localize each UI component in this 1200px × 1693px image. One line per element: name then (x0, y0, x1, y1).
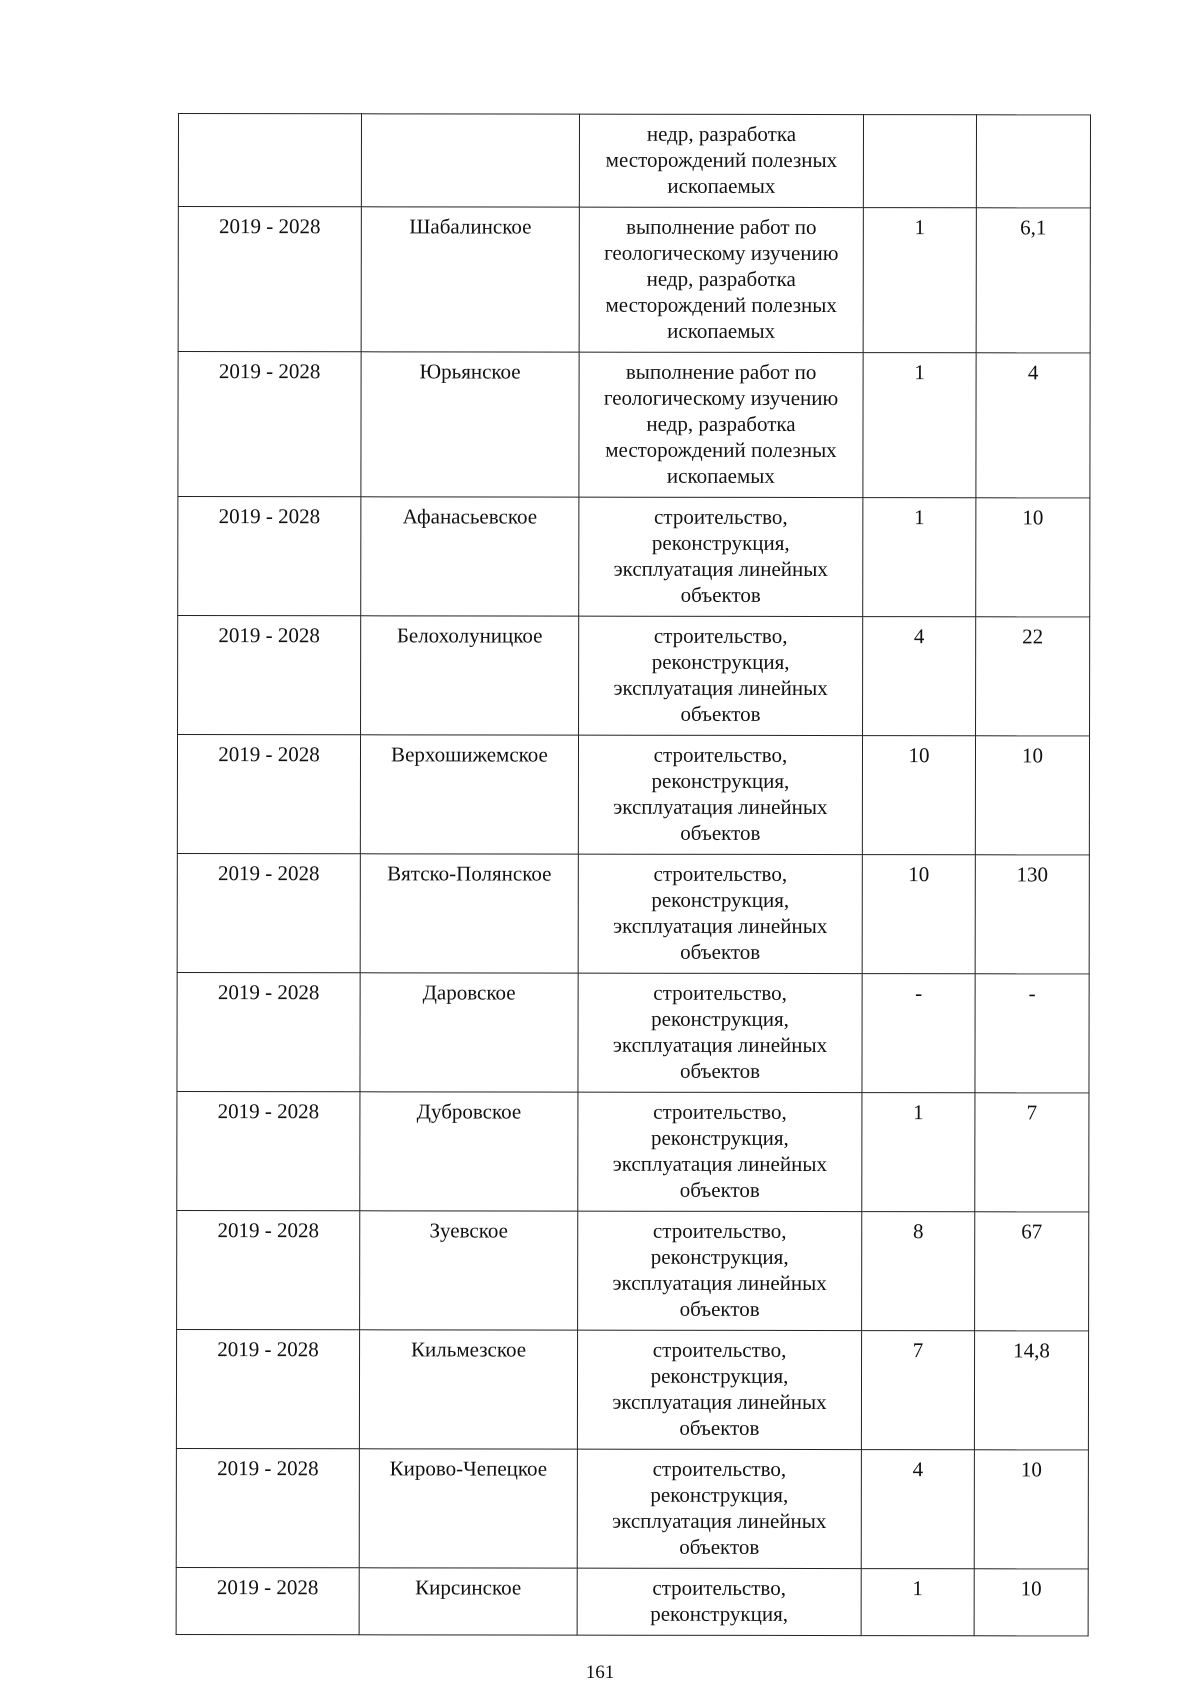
purpose-cell: строительство, реконструкция, эксплуатация линейных объектов (578, 1092, 862, 1211)
table-row (176, 1448, 1088, 1568)
count-cell (863, 115, 976, 208)
count-cell: - (862, 974, 975, 1093)
table-row (177, 1091, 1089, 1211)
period-cell: 2019 - 2028 (177, 1210, 360, 1329)
name-cell: Вятско-Полянское (360, 854, 578, 973)
table-row (178, 207, 1090, 353)
period-cell (178, 114, 361, 207)
name-cell: Дубровское (360, 1092, 578, 1211)
count-cell: 8 (862, 1212, 975, 1331)
table-row (176, 1567, 1088, 1635)
area-cell: 7 (975, 1093, 1089, 1212)
area-cell (976, 115, 1090, 208)
purpose-cell: строительство, реконструкция, эксплуатация линейных объектов (577, 1449, 861, 1568)
table-row (178, 352, 1090, 498)
count-cell: 1 (861, 1569, 974, 1636)
name-cell: Кирово-Чепецкое (359, 1449, 577, 1568)
purpose-cell: строительство, реконструкция, эксплуатация линейных объектов (577, 1330, 861, 1449)
table-row (178, 497, 1090, 617)
area-cell: 130 (975, 855, 1089, 974)
table-row (178, 114, 1090, 208)
name-cell: Кирсинское (359, 1568, 577, 1635)
area-cell: - (975, 974, 1089, 1093)
name-cell: Даровское (360, 973, 578, 1092)
table-row (176, 1329, 1088, 1449)
table-row (178, 616, 1090, 736)
period-cell: 2019 - 2028 (178, 207, 361, 352)
table-row (177, 853, 1089, 973)
purpose-cell: строительство, реконструкция, эксплуатация линейных объектов (578, 854, 862, 973)
period-cell: 2019 - 2028 (178, 616, 361, 735)
purpose-cell: выполнение работ по геологическому изучению недр, разработка месторождений полезных ископаемых (579, 352, 863, 497)
area-cell: 22 (976, 617, 1090, 736)
area-cell: 14,8 (974, 1331, 1088, 1450)
count-cell: 1 (863, 498, 976, 617)
purpose-cell: выполнение работ по геологическому изучению недр, разработка месторождений полезных ископаемых (579, 207, 863, 352)
period-cell: 2019 - 2028 (177, 853, 360, 972)
area-cell: 10 (975, 736, 1089, 855)
name-cell: Шабалинское (361, 207, 579, 352)
period-cell: 2019 - 2028 (177, 1091, 360, 1210)
table-row (177, 735, 1089, 855)
period-cell: 2019 - 2028 (178, 497, 361, 616)
period-cell: 2019 - 2028 (177, 972, 360, 1091)
count-cell: 4 (863, 617, 976, 736)
period-cell: 2019 - 2028 (176, 1567, 359, 1634)
area-cell: 4 (976, 353, 1090, 498)
purpose-cell: строительство, реконструкция, (577, 1568, 861, 1635)
purpose-cell: недр, разработка месторождений полезных ископаемых (579, 114, 863, 207)
count-cell: 1 (863, 353, 976, 498)
area-cell: 10 (974, 1450, 1088, 1569)
area-cell: 10 (976, 498, 1090, 617)
period-cell: 2019 - 2028 (176, 1329, 359, 1448)
table-body (176, 114, 1090, 1636)
count-cell: 10 (862, 736, 975, 855)
period-cell: 2019 - 2028 (176, 1448, 359, 1567)
table-row (177, 1210, 1089, 1330)
name-cell: Белохолуницкое (361, 616, 579, 735)
table-row (177, 972, 1089, 1092)
purpose-cell: строительство, реконструкция, эксплуатация линейных объектов (578, 735, 862, 854)
name-cell: Зуевское (360, 1211, 578, 1330)
area-cell: 6,1 (976, 208, 1090, 353)
count-cell: 10 (862, 855, 975, 974)
name-cell: Верхошижемское (360, 735, 578, 854)
data-table (176, 113, 1091, 1636)
purpose-cell: строительство, реконструкция, эксплуатация линейных объектов (579, 616, 863, 735)
name-cell: Афанасьевское (361, 497, 579, 616)
area-cell: 67 (975, 1212, 1089, 1331)
area-cell: 10 (974, 1569, 1088, 1636)
name-cell: Кильмезское (359, 1330, 577, 1449)
count-cell: 1 (862, 1093, 975, 1212)
name-cell (361, 114, 579, 207)
purpose-cell: строительство, реконструкция, эксплуатация линейных объектов (578, 1211, 862, 1330)
period-cell: 2019 - 2028 (177, 735, 360, 854)
page-number: 161 (585, 1662, 615, 1683)
purpose-cell: строительство, реконструкция, эксплуатация линейных объектов (579, 497, 863, 616)
period-cell: 2019 - 2028 (178, 352, 361, 497)
purpose-cell: строительство, реконструкция, эксплуатация линейных объектов (578, 973, 862, 1092)
count-cell: 1 (863, 208, 976, 353)
count-cell: 4 (861, 1450, 974, 1569)
count-cell: 7 (861, 1331, 974, 1450)
name-cell: Юрьянское (361, 352, 579, 497)
